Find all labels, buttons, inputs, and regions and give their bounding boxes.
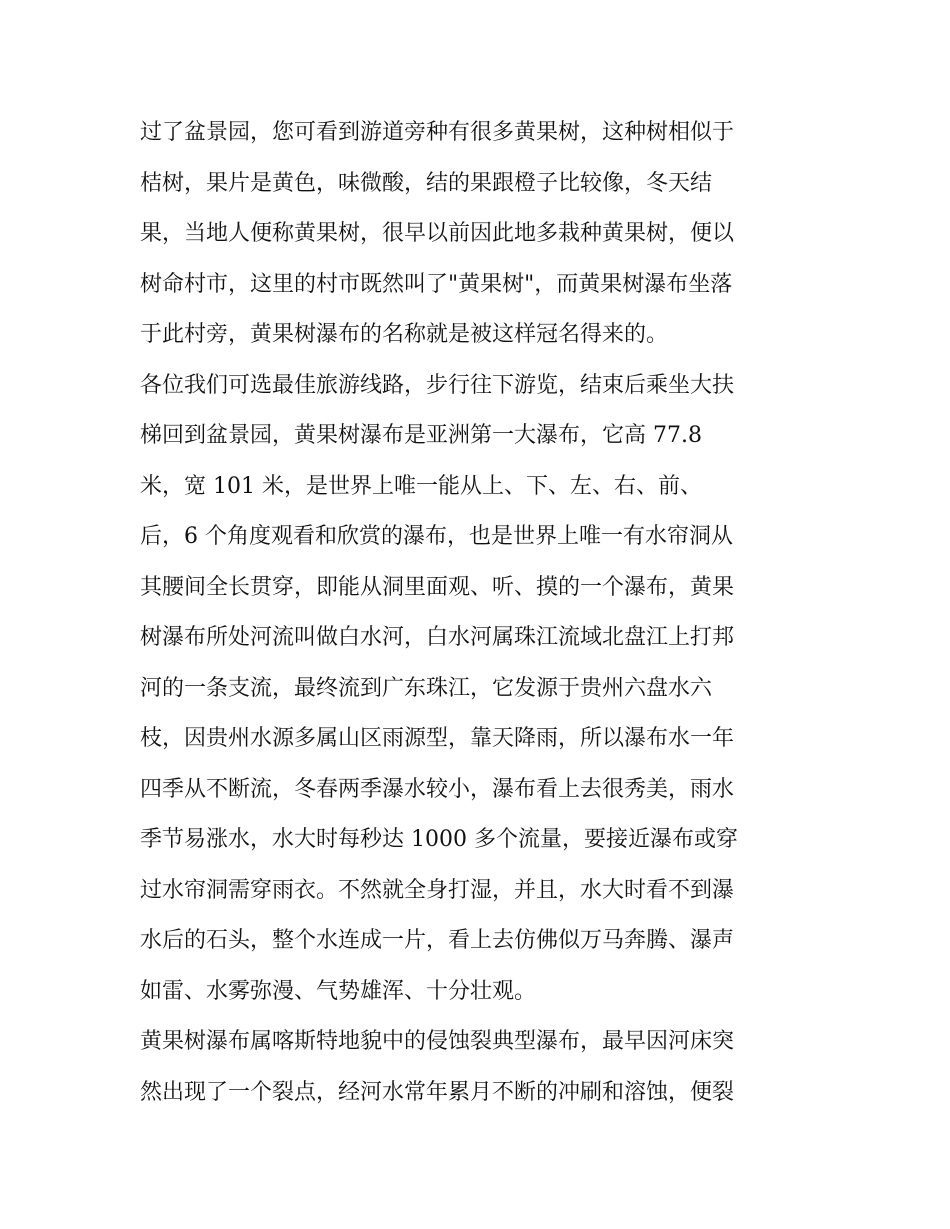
text-line: 如雷、水雾弥漫、气势雄浑、十分壮观。 (140, 978, 537, 1004)
text-line: 于此村旁，黄果树瀑布的名称就是被这样冠名得来的。 (140, 322, 669, 347)
text-line: 果，当地人便称黄果树，很早以前因此地多栽种黄果树，便以 (140, 221, 735, 246)
text-line: 过了盆景园，您可看到游道旁种有很多黄果树，这种树相似于 (140, 120, 735, 145)
text-line: 树命村市，这里的村市既然叫了"黄果树"，而黄果树瀑布坐落 (140, 271, 733, 297)
text-line: 黄果树瀑布属喀斯特地貌中的侵蚀裂典型瀑布，最早因河床突 (140, 1029, 735, 1054)
text-line: 季节易涨水，水大时每秒达 1000 多个流量，要接近瀑布或穿 (140, 827, 738, 852)
paragraph-waterfall-description (140, 361, 820, 1018)
text-line: 过水帘洞需穿雨衣。不然就全身打湿，并且，水大时看不到瀑 (140, 877, 735, 903)
text-line: 桔树，果片是黄色，味微酸，结的果跟橙子比较像，冬天结 (140, 170, 713, 196)
text-line: 然出现了一个裂点，经河水常年累月不断的冲刷和溶蚀，便裂 (140, 1079, 735, 1105)
text-line: 米，宽 101 米，是世界上唯一能从上、下、左、右、前、 (140, 473, 702, 499)
body-text (140, 108, 820, 1118)
text-line: 树瀑布所处河流叫做白水河，白水河属珠江流域北盘江上打邦 (140, 625, 735, 650)
text-line: 四季从不断流，冬春两季瀑水较小，瀑布看上去很秀美，雨水 (140, 776, 735, 802)
text-line: 其腰间全长贯穿，即能从洞里面观、听、摸的一个瀑布，黄果 (140, 574, 735, 600)
text-line: 各位我们可选最佳旅游线路，步行往下游览，结束后乘坐大扶 (140, 372, 735, 398)
text-line: 水后的石头，整个水连成一片，看上去仿佛似万马奔腾、瀑声 (140, 928, 735, 953)
text-line: 河的一条支流，最终流到广东珠江，它发源于贵州六盘水六 (140, 675, 713, 701)
text-line: 枝，因贵州水源多属山区雨源型，靠天降雨，所以瀑布水一年 (140, 726, 735, 751)
paragraph-karst-formation (140, 1017, 820, 1118)
text-line: 梯回到盆景园，黄果树瀑布是亚洲第一大瀑布，它高 77.8 (140, 423, 702, 448)
text-line: 后，6 个角度观看和欣赏的瀑布，也是世界上唯一有水帘洞从 (140, 524, 733, 549)
paragraph-banyan-trees (140, 108, 820, 361)
